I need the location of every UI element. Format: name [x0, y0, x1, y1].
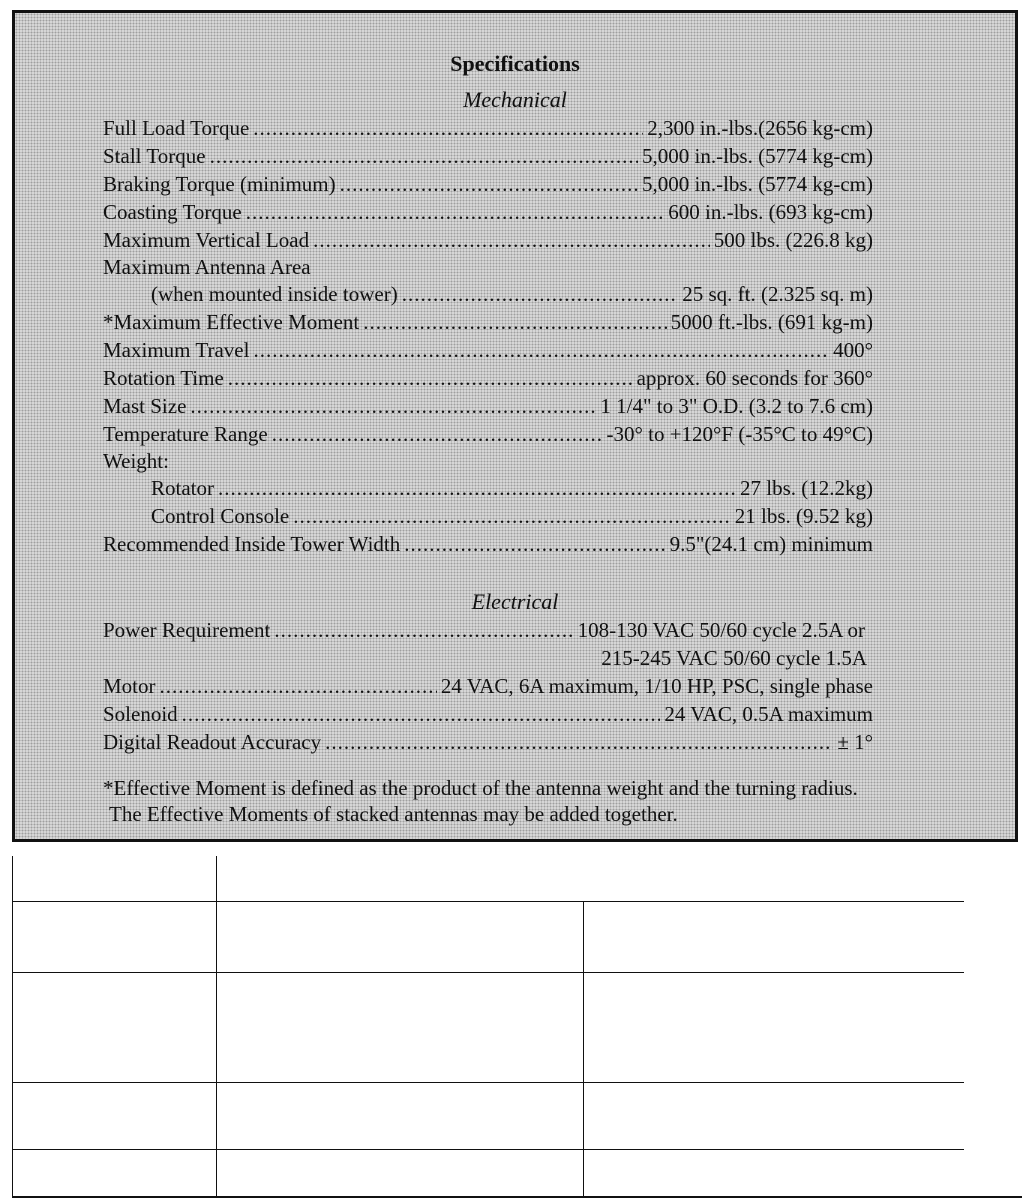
spec-row-mast-size: Mast Size ..... 1 1/4" to 3" O.D. (3.2 to 7.6 cm)	[103, 393, 873, 419]
spec-row-weight: Weight:	[103, 449, 169, 473]
electrical-heading: Electrical	[471, 589, 559, 614]
spec-row-full-load-torque: Full Load Torque ..... 2,300 in.-lbs.(2656 kg-cm)	[103, 115, 873, 141]
footnote-line-1: *Effective Moment is defined as the product of the antenna weight and the turning radius.	[103, 776, 858, 800]
effective-moment-footnote	[103, 775, 1003, 827]
mechanical-heading: Mechanical	[463, 87, 567, 112]
spec-row-max-antenna-area: Maximum Antenna Area	[103, 255, 311, 279]
spec-row-console-weight: Control Console ..... 21 lbs. (9.52 kg)	[151, 503, 873, 529]
table-row-line	[12, 1082, 964, 1083]
spec-row-temperature-range: Temperature Range ..... -30° to +120°F (-35°C to 49°C)	[103, 421, 873, 447]
footnote-line-2: The Effective Moments of stacked antennas may be added together.	[109, 802, 678, 826]
spec-row-digital-readout: Digital Readout Accuracy ..... ± 1°	[103, 729, 873, 755]
table-left-border	[12, 856, 13, 1197]
table-row-line	[12, 972, 964, 973]
spec-row-motor: Motor ..... 24 VAC, 6A maximum, 1/10 HP, PSC, single phase	[103, 673, 873, 699]
spec-row-tower-width: Recommended Inside Tower Width ..... 9.5"(24.1 cm) minimum	[103, 531, 873, 557]
spec-row-max-effective-moment: *Maximum Effective Moment ..... 5000 ft.-lbs. (691 kg-m)	[103, 309, 873, 335]
specifications-title: Specifications	[450, 51, 580, 76]
table-row-line	[12, 901, 964, 902]
spec-row-power-requirement-alt: 215-245 VAC 50/60 cycle 1.5A	[601, 646, 867, 670]
specifications-panel	[12, 10, 1018, 842]
spec-row-coasting-torque: Coasting Torque ..... 600 in.-lbs. (693 kg-cm)	[103, 199, 873, 225]
table-column-divider-1	[216, 856, 217, 1197]
spec-row-solenoid: Solenoid ..... 24 VAC, 0.5A maximum	[103, 701, 873, 727]
spec-row-stall-torque: Stall Torque ..... 5,000 in.-lbs. (5774 kg-cm)	[103, 143, 873, 169]
spec-row-antenna-area-inside-tower: (when mounted inside tower) ..... 25 sq. ft. (2.325 sq. m)	[151, 281, 873, 307]
spec-row-braking-torque: Braking Torque (minimum) ..... 5,000 in.-lbs. (5774 kg-cm)	[103, 171, 873, 197]
spec-row-rotator-weight: Rotator ..... 27 lbs. (12.2kg)	[151, 475, 873, 501]
spec-row-rotation-time: Rotation Time ..... approx. 60 seconds for 360°	[103, 365, 873, 391]
spec-row-max-travel: Maximum Travel ..... 400°	[103, 337, 873, 363]
spec-row-power-requirement: Power Requirement ..... 108-130 VAC 50/60 cycle 2.5A or	[103, 617, 865, 643]
table-row-line	[12, 1149, 964, 1150]
table-bottom-border	[12, 1196, 1022, 1198]
table-column-divider-2	[583, 901, 584, 1197]
spec-row-max-vertical-load: Maximum Vertical Load ..... 500 lbs. (226.8 kg)	[103, 227, 873, 253]
